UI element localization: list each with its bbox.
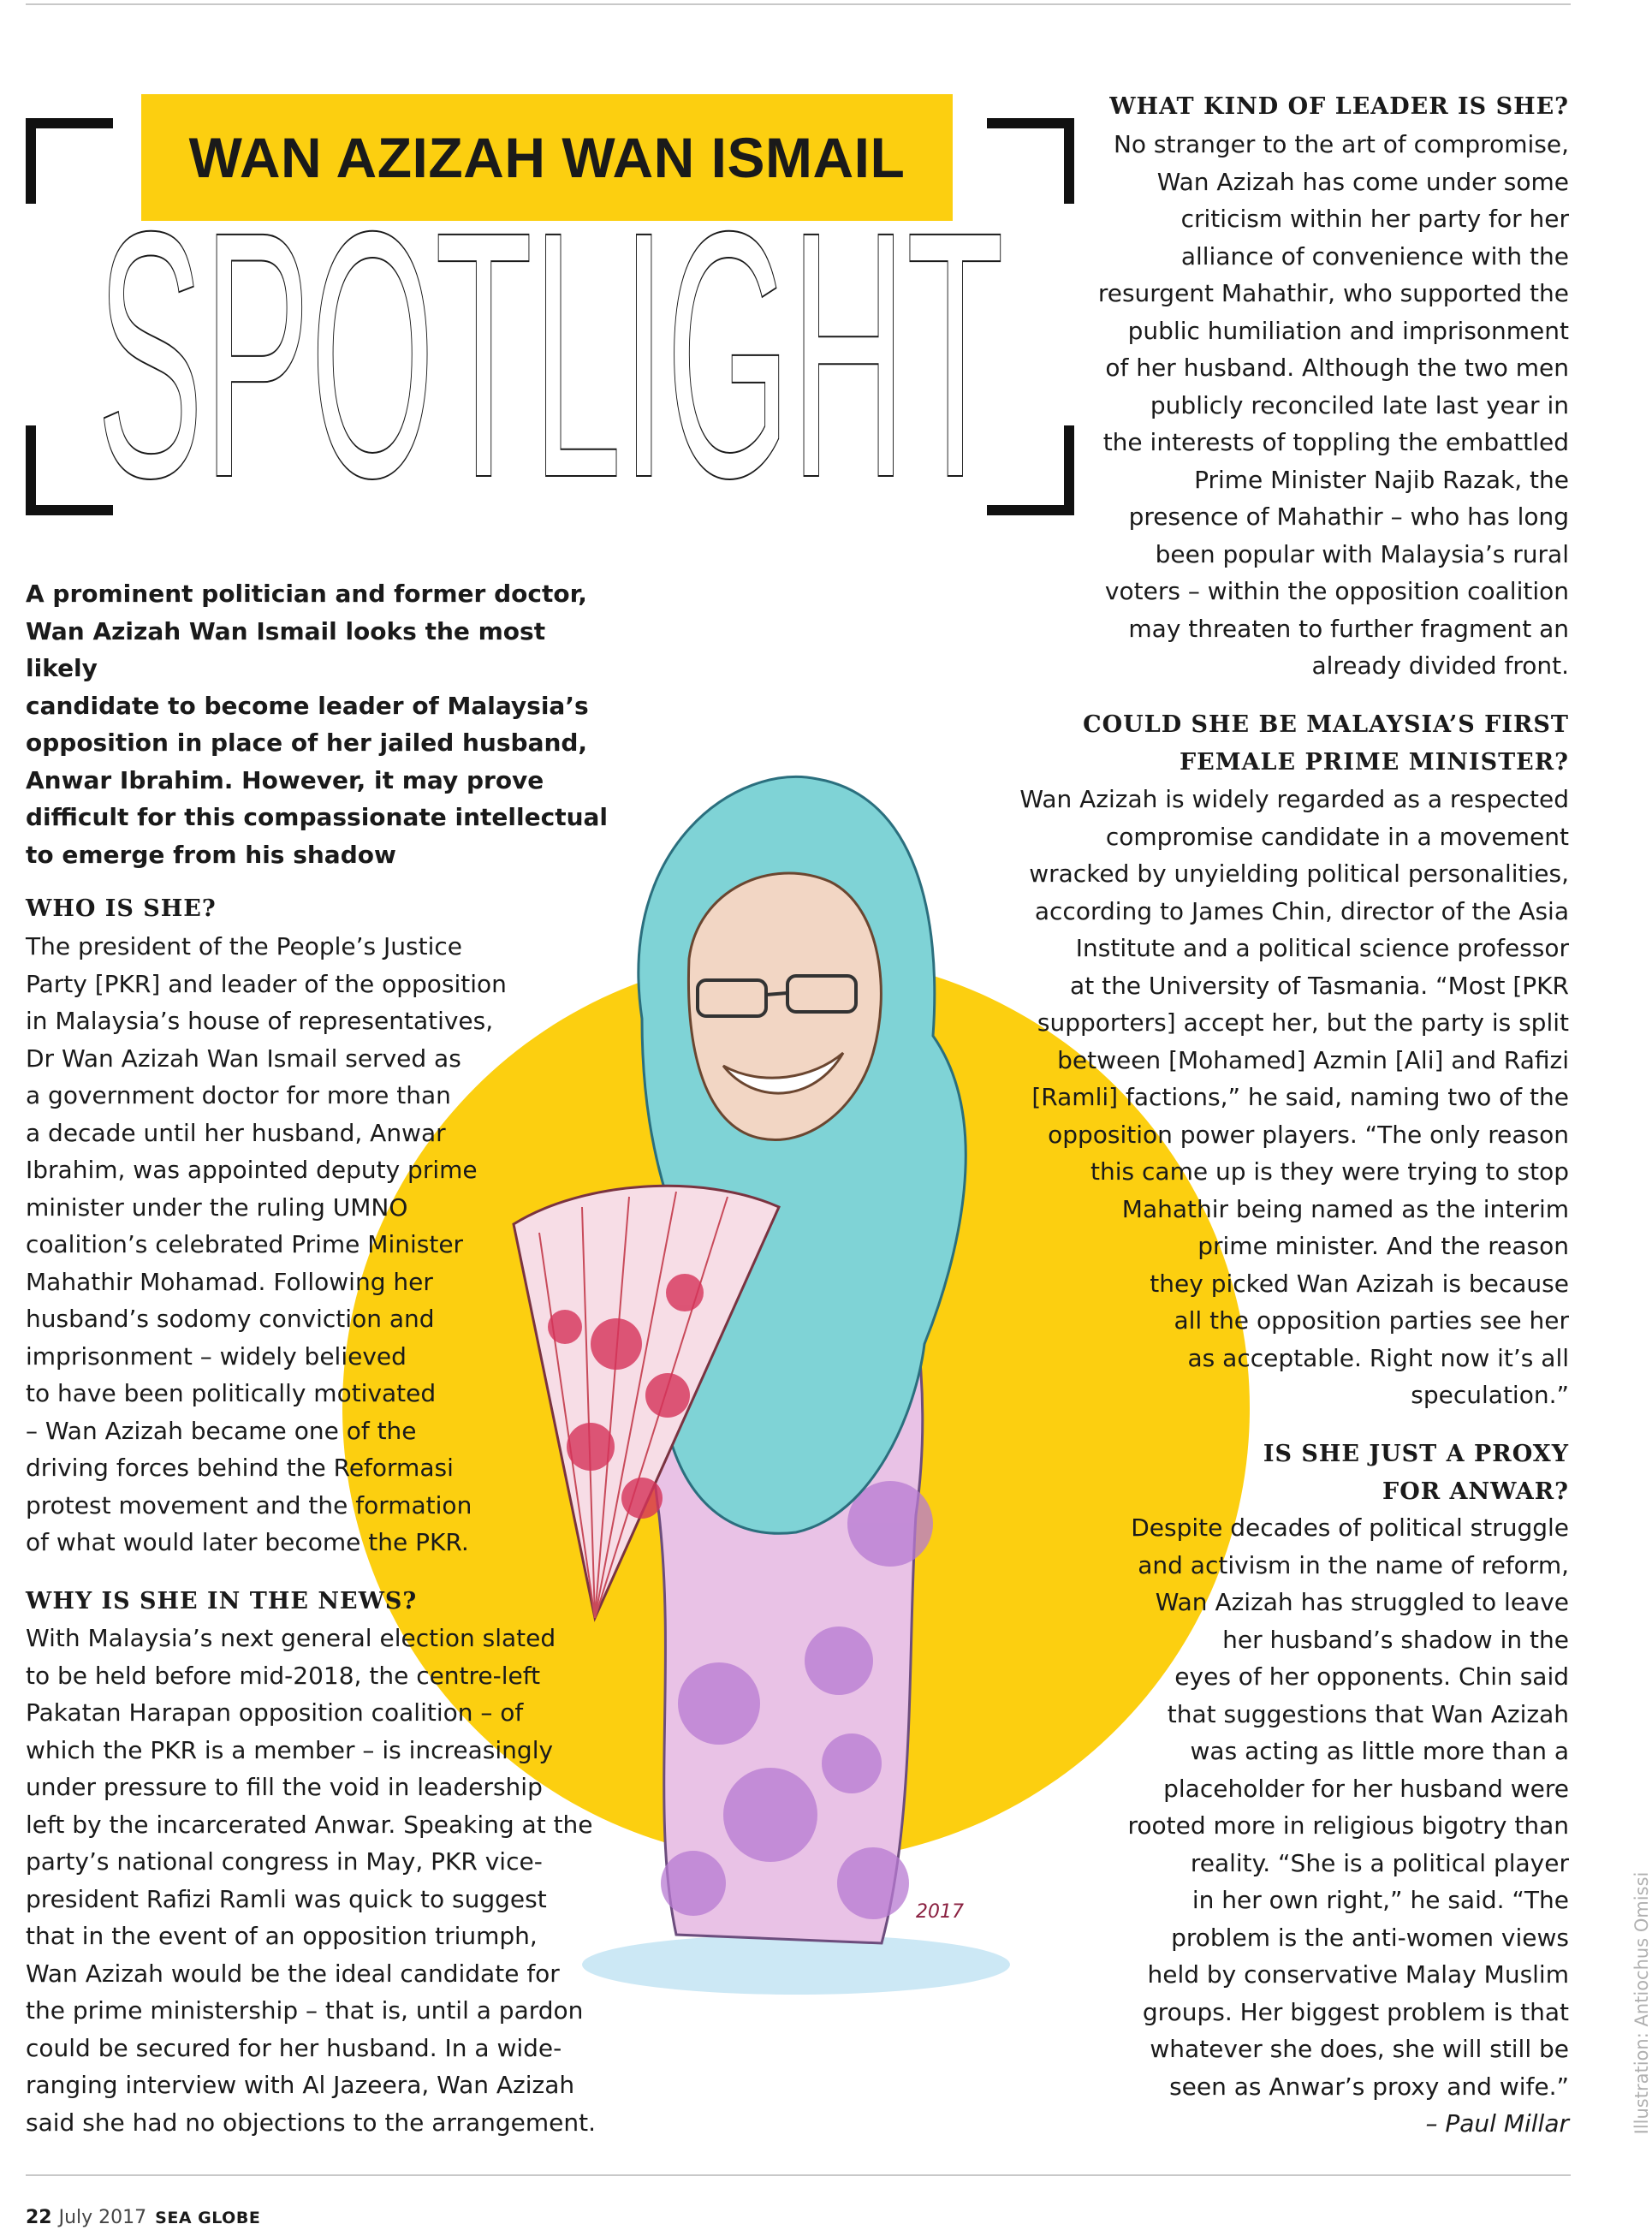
page-number: 22 [26, 2207, 52, 2228]
section-news-body: With Malaysia’s next general election slated to be held before mid-2018, the centre-left Pakatan Harapan opposition coalition – of which the PKR is a member – is increasingly under pressure to fill the void in leadership left by the incarcerated Anwar. Speaking at the party’s national congress in May, PKR vice- president Rafizi Ramli was quick to suggest that in the event of an opposition triumph, Wan Azizah would be the ideal candidate for the prime ministership – that is, until a pardon could be secured for her husband. In a wide- ranging interview with Al Jazeera, Wan Azizah said she had no objections to the arrangement. [26, 1624, 597, 2137]
spotlight-text: SPOTLIGHT [97, 158, 1004, 550]
section-pm-body: Wan Azizah is widely regarded as a respected compromise candidate in a movement wracked by unyielding political personalities, according to James Chin, director of the Asia Institute and a political science professor at the University of Tasmania. “Most [PKR supporters] accept her, but the party is split between [Mohamed] Azmin [Ali] and Rafizi [Ramli] factions,” he said, naming two of the opposition power players. “The only reason this came up is they were trying to stop Mahathir being named as the interim prime minister. And the reason they picked Wan Azizah is because all the opposition parties see her as acceptable. Right now it’s all speculation.” [1019, 785, 1569, 1409]
dek-line: difficult for this compassionate intellectual [26, 803, 608, 831]
dek-line: A prominent politician and former doctor, [26, 580, 587, 608]
section-proxy-body: Despite decades of political struggle and activism in the name of reform, Wan Azizah has struggled to leave her husband’s shadow in the eyes of her opponents. Chin said that suggestions that Wan Azizah was acting as little more than a placeholder for her husband were rooted more in religious bigotry than reality. “She is a political player in her own right,” he said. “The problem is the anti-women views held by conservative Malay Muslim groups. Her biggest problem is that whatever she does, she will still be seen as Anwar’s proxy and wife.” – Paul Millar [1127, 1509, 1569, 2143]
dek-line: Anwar Ibrahim. However, it may prove [26, 765, 544, 794]
dek-line: to emerge from his shadow [26, 840, 396, 869]
dek-line: Wan Azizah Wan Ismail looks the most likely [26, 616, 546, 682]
top-rule [26, 3, 1571, 5]
heading-first-female-pm: COULD SHE BE MALAYSIA’S FIRST FEMALE PRIME MINISTER? [1083, 711, 1569, 776]
spotlight-label [92, 158, 1008, 550]
puddle [582, 1935, 1010, 1995]
heading-what-kind-of-leader: WHAT KIND OF LEADER IS SHE? [1109, 93, 1569, 120]
bottom-rule [26, 2174, 1571, 2176]
byline: – Paul Millar [1425, 2109, 1569, 2138]
dek-line: opposition in place of her jailed husband, [26, 728, 588, 757]
section-leader-body: No stranger to the art of compromise, Wan Azizah has come under some criticism within her party for her alliance of convenience with the resurgent Mahathir, who supported the public humiliation and imprisonment of her husband. Although the two men publicly reconciled late last year in the interests of toppling the embattled Prime Minister Najib Razak, the presence of Mahathir – who has long been popular with Malaysia’s rural voters – within the opposition coalition may threaten to further fragment an already divided front. [1097, 130, 1569, 680]
issue-date: July 2017 [58, 2207, 147, 2228]
illustration-credit: Illustration: Antiochus Omissi [1631, 1871, 1652, 2135]
heading-who-is-she: WHO IS SHE? [26, 895, 217, 922]
heading-why-in-news: WHY IS SHE IN THE NEWS? [26, 1588, 418, 1615]
heading-proxy-for-anwar: IS SHE JUST A PROXY FOR ANWAR? [1263, 1441, 1569, 1505]
article-title: WAN AZIZAH WAN ISMAIL [188, 126, 906, 189]
page-footer [26, 2207, 260, 2228]
artist-signature: 2017 [916, 1901, 964, 1923]
dek-line: candidate to become leader of Malaysia’s [26, 691, 589, 720]
section-who-body: The president of the People’s Justice Party [PKR] and leader of the opposition in Malaysia’s house of representatives, Dr Wan Azizah Wan Ismail served as a government doctor for more than a decade until her husband, Anwar Ibrahim, was appointed deputy prime minister under the ruling UMNO coalition’s celebrated Prime Minister Mahathir Mohamad. Following her husband’s sodomy conviction and imprisonment – widely believed to have been politically motivated – Wan Azizah became one of the driving forces behind the Reformasi protest movement and the formation of what would later become the PKR. [26, 932, 507, 1556]
magazine-brand: SEA GLOBE [155, 2209, 261, 2227]
